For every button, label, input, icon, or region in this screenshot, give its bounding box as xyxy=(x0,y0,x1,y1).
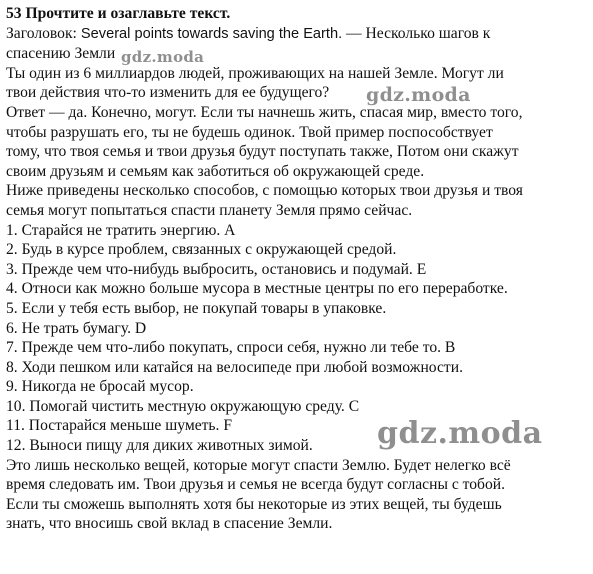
exercise-heading: 53 Прочтите и озаглавьте текст. xyxy=(6,5,231,22)
title-russian-part-2: спасению Земли xyxy=(6,45,116,63)
intro-line-2: твои действия что-то изменить для ее будущего? xyxy=(6,84,330,102)
list-item: 5. Если у тебя есть выбор, не покупай товары в упаковке. xyxy=(6,299,387,317)
closing-line: Если ты сможешь выполнять хотя бы некоторые из этих вещей, ты будешь xyxy=(6,495,502,513)
list-item: 10. Помогай чистить местную окружающую среду. C xyxy=(6,397,360,415)
list-item: 4. Относи как можно больше мусора в местные центры по его переработке. xyxy=(6,280,508,298)
list-item: 9. Никогда не бросай мусор. xyxy=(6,378,194,396)
answer-line: чтобы разрушать его, ты не будешь одинок. Твой пример поспособствует xyxy=(6,123,493,141)
answer-line: тому, что твоя семья и твои друзья будут поступать также, Потом они скажут xyxy=(6,143,519,161)
closing-line: время следовать им. Твои друзья и семья не всегда будут согласны с тобой. xyxy=(6,476,506,494)
answer-line: своим друзьям и семьям как заботиться об окружающей среде. xyxy=(6,162,425,180)
closing-line: Это лишь несколько вещей, которые могут спасти Землю. Будет нелегко всё xyxy=(6,456,511,474)
title-russian-part-1: — Несколько шагов к xyxy=(342,24,491,42)
list-item: 2. Будь в курсе проблем, связанных с окружающей средой. xyxy=(6,241,397,259)
list-item: 1. Старайся не тратить энергию. A xyxy=(6,221,236,239)
title-line xyxy=(6,24,590,45)
document-page xyxy=(6,4,590,534)
answer-line: Ответ — да. Конечно, могут. Если ты начнешь жить, спасая мир, вместо того, xyxy=(6,103,523,121)
closing-line: знать, что вносишь свой вклад в спасение Земли. xyxy=(6,515,333,533)
list-item: 8. Ходи пешком или катайся на велосипеде при любой возможности. xyxy=(6,358,463,376)
watermark: gdz.moda xyxy=(121,48,205,66)
list-item: 7. Прежде чем что-либо покупать, спроси себя, нужно ли тебе то. B xyxy=(6,339,456,357)
watermark: gdz.moda xyxy=(377,416,543,451)
title-english: Several points towards saving the Earth. xyxy=(76,25,343,42)
list-item: 11. Постарайся меньше шуметь. F xyxy=(6,417,233,435)
list-intro-line: семья могут попытаться спасти планету Земля прямо сейчас. xyxy=(6,201,413,219)
list-intro-line: Ниже приведены несколько способов, с помощью которых твои друзья и твоя xyxy=(6,182,523,200)
watermark: gdz.moda xyxy=(366,84,471,106)
list-item: 6. Не трать бумагу. D xyxy=(6,319,147,337)
title-label: Заголовок: xyxy=(6,24,77,42)
list-item: 12. Выноси пищу для диких животных зимой. xyxy=(6,437,313,455)
list-item: 3. Прежде чем что-нибудь выбросить, остановись и подумай. E xyxy=(6,260,427,278)
intro-line-1: Ты один из 6 миллиардов людей, проживающих на нашей Земле. Могут ли xyxy=(6,64,504,82)
